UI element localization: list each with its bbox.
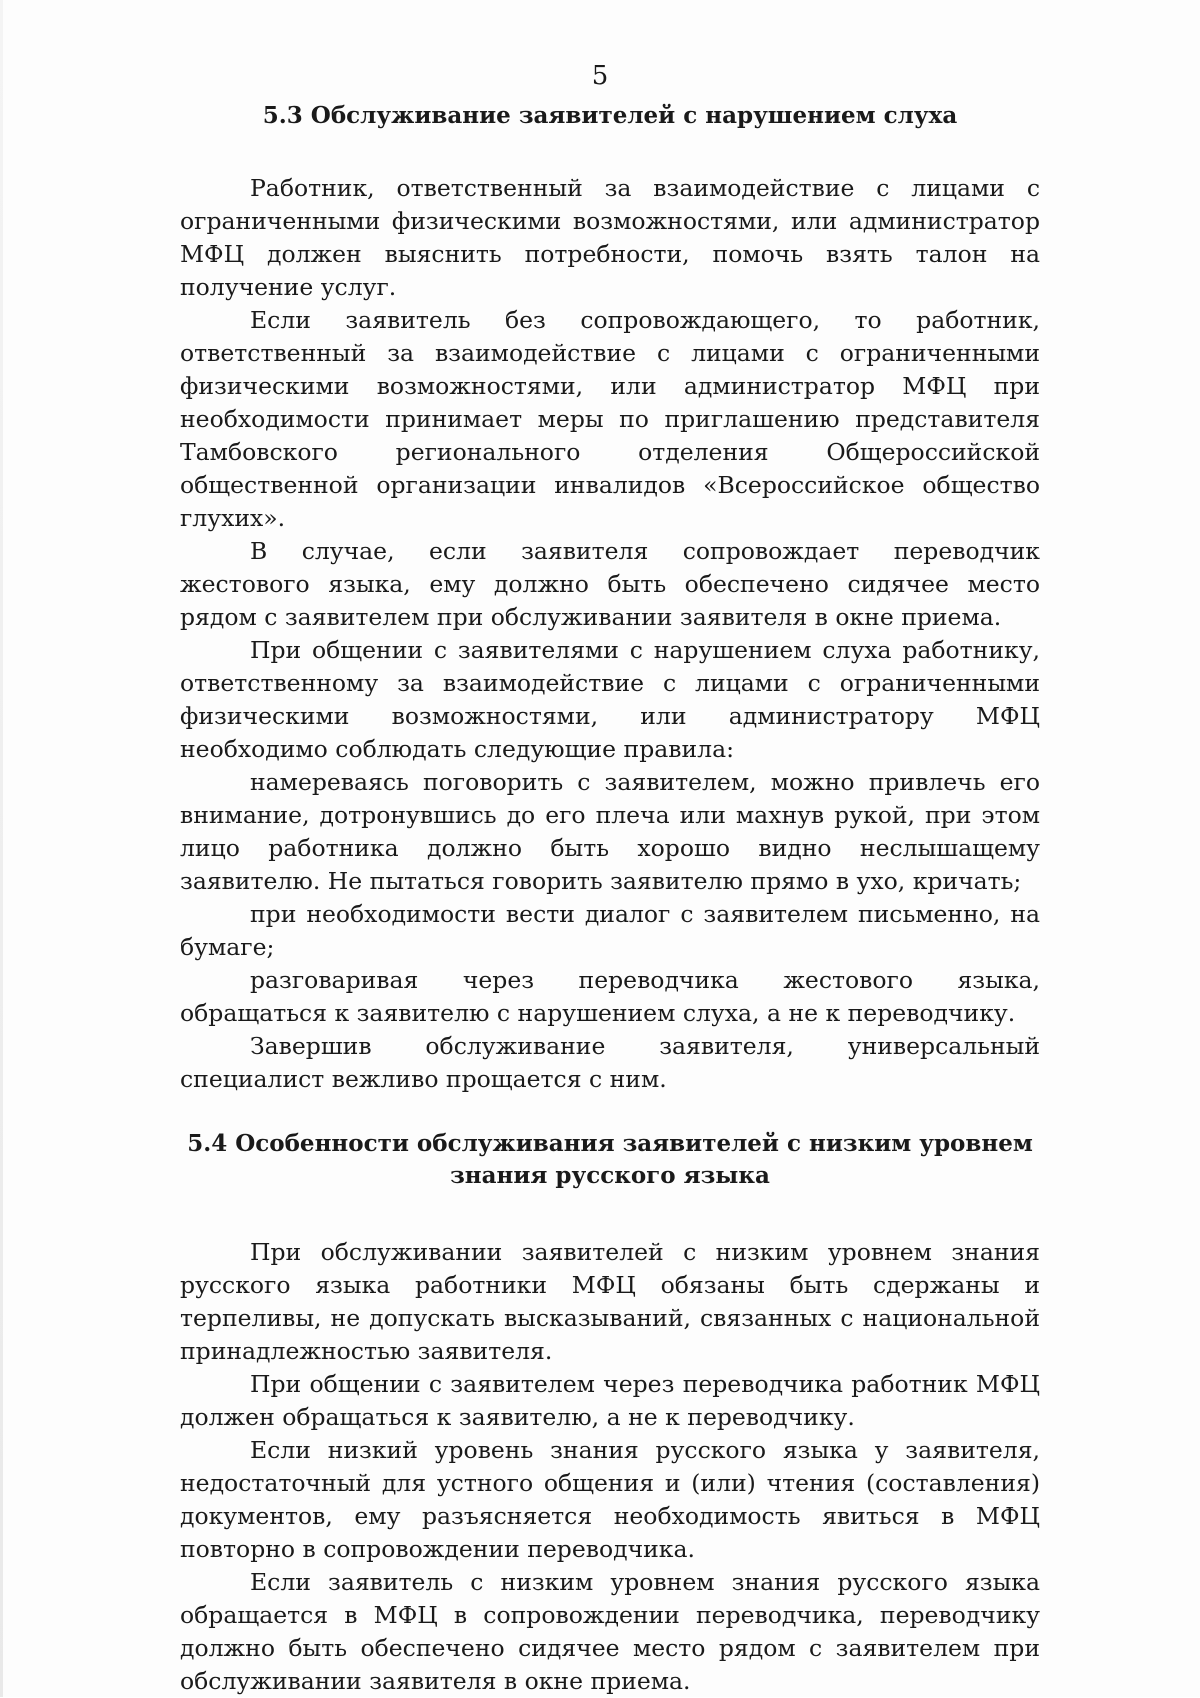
page-number: 5 (591, 61, 609, 91)
section-5-3-paragraph: Если заявитель без сопровождающего, то работник, ответственный за взаимодействие с лицами с ограниченными физическими возможностями, или администратор МФЦ при необходимости принимает меры по приглашению представителя Тамбовского регионального отделения Общероссийской общественной организации инвалидов «Всероссийское общество глухих». (180, 306, 1040, 532)
section-5-4-title-line-1: 5.4 Особенности обслуживания заявителей с низким уровнем (187, 1130, 1033, 1157)
section-5-3-paragraph: При общении с заявителями с нарушением слуха работнику, ответственному за взаимодействие с лицами с ограниченными физическими возможностями, или администратору МФЦ необходимо соблюдать следующие правила: (180, 636, 1040, 763)
scan-edge (0, 0, 3, 1697)
section-5-3-paragraph: Работник, ответственный за взаимодействие с лицами с ограниченными физическими возможностями, или администратор МФЦ должен выяснить потребности, помочь взять талон на получение услуг. (180, 174, 1040, 301)
section-5-3-paragraph: при необходимости вести диалог с заявителем письменно, на бумаге; (180, 900, 1040, 961)
document-body (180, 100, 1040, 1698)
section-5-3-title: 5.3 Обслуживание заявителей с нарушением слуха (262, 102, 958, 129)
section-5-3-paragraph: намереваясь поговорить с заявителем, можно привлечь его внимание, дотронувшись до его плеча или махнув рукой, при этом лицо работника должно быть хорошо видно неслышащему заявителю. Не пытаться говорить заявителю прямо в ухо, кричать; (180, 768, 1040, 895)
section-5-4-title-line-2: знания русского языка (450, 1162, 770, 1189)
section-5-3-paragraph: Завершив обслуживание заявителя, универсальный специалист вежливо прощается с ним. (180, 1032, 1040, 1093)
section-5-3-paragraph: разговаривая через переводчика жестового языка, обращаться к заявителю с нарушением слуха, а не к переводчику. (180, 966, 1040, 1027)
section-5-4-title (180, 1128, 1040, 1192)
section-5-3-paragraph: В случае, если заявителя сопровождает переводчик жестового языка, ему должно быть обеспечено сидячее место рядом с заявителем при обслуживании заявителя в окне приема. (180, 537, 1040, 631)
section-5-4-paragraph: Если заявитель с низким уровнем знания русского языка обращается в МФЦ в сопровождении переводчика, переводчику должно быть обеспечено сидячее место рядом с заявителем при обслуживании заявителя в окне приема. (180, 1568, 1040, 1695)
section-5-4-paragraph: Если низкий уровень знания русского языка у заявителя, недостаточный для устного общения и (или) чтения (составления) документов, ему разъясняется необходимость явиться в МФЦ повторно в сопровождении переводчика. (180, 1436, 1040, 1563)
section-5-4-paragraph: При обслуживании заявителей с низким уровнем знания русского языка работники МФЦ обязаны быть сдержаны и терпеливы, не допускать высказываний, связанных с национальной принадлежностью заявителя. (180, 1238, 1040, 1365)
section-5-4-paragraph: При общении с заявителем через переводчика работник МФЦ должен обращаться к заявителю, а не к переводчику. (180, 1370, 1040, 1431)
